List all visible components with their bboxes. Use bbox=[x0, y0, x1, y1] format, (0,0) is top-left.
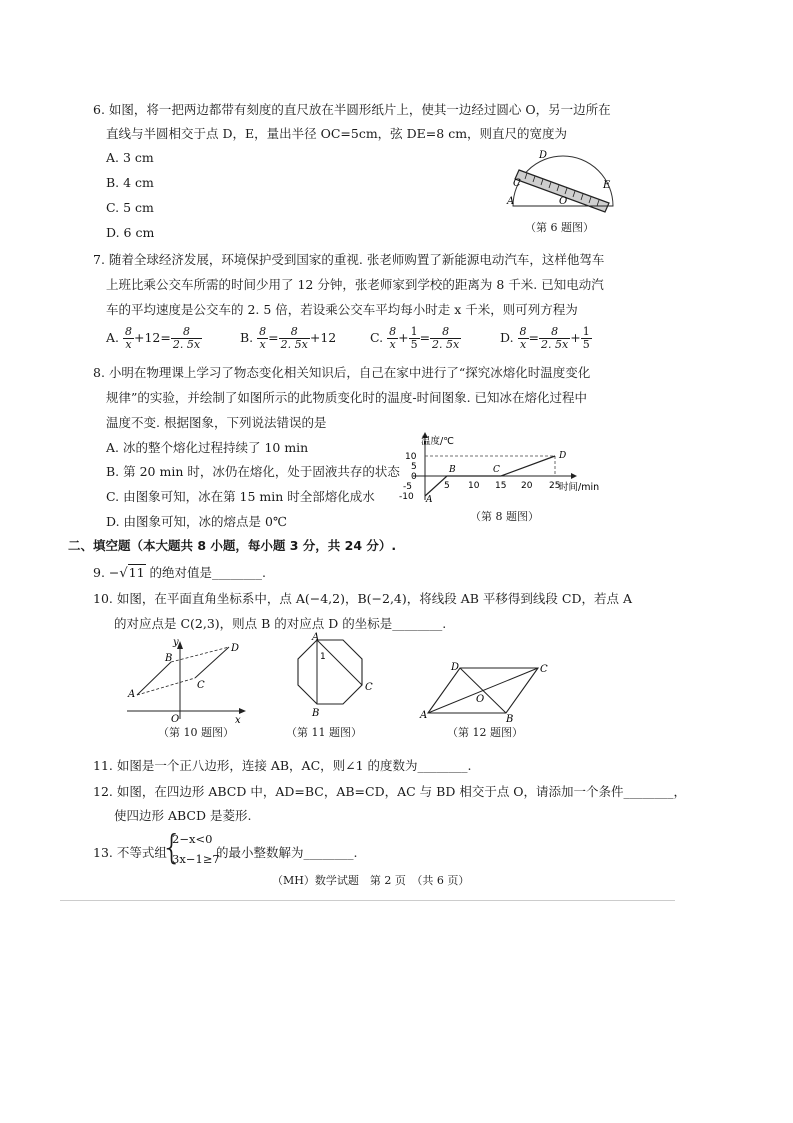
octagon bbox=[298, 640, 362, 704]
q10-label-b: B bbox=[165, 653, 173, 664]
q13-ineq2: 3x−1≥7 bbox=[172, 852, 220, 866]
q12-label-c: C bbox=[540, 664, 548, 675]
q6-figure bbox=[505, 148, 615, 218]
q13-prefix: 13. 不等式组 bbox=[93, 845, 167, 860]
q8-option-c: C. 由图象可知，冰在第 15 min 时全部熔化成水 bbox=[106, 489, 375, 504]
q10-figure bbox=[125, 635, 255, 725]
q11-label-b: B bbox=[312, 708, 320, 719]
q13-brace: { bbox=[161, 828, 183, 868]
q12-line1: 12. 如图，在四边形 ABCD 中，AD=BC，AB=CD，AC 与 BD 相交于点 O，请添加一个条件________， bbox=[93, 784, 687, 799]
q10-label-o: O bbox=[171, 714, 180, 725]
q8-caption: （第 8 题图） bbox=[470, 510, 539, 523]
xtick-20: 20 bbox=[521, 481, 533, 491]
xtick-15: 15 bbox=[495, 481, 507, 491]
q12-label-o: O bbox=[476, 694, 485, 705]
q7-line3: 车的平均速度是公交车的 2. 5 倍，若设乘公交车平均每小时走 x 千米，则可列方程为 bbox=[106, 302, 578, 317]
q12-figure bbox=[418, 658, 553, 725]
q11-text: 11. 如图是一个正八边形，连接 AB，AC，则∠1 的度数为________. bbox=[93, 758, 472, 773]
q12-label-d: D bbox=[451, 662, 460, 673]
point-a: A bbox=[426, 495, 433, 505]
q10-line2: 的对应点是 C(2,3)，则点 B 的对应点 D 的坐标是________. bbox=[114, 616, 447, 631]
point-b: B bbox=[449, 465, 456, 475]
q7-option-c: C. $\frac{8}{x}$ + $\frac{1}{5}$ = $\frac{8}{2. 5x}$ bbox=[370, 325, 460, 351]
q8-chart bbox=[395, 432, 615, 508]
page-footer: （MH）数学试题 第 2 页 （共 6 页） bbox=[272, 874, 470, 887]
q12-line2: 使四边形 ABCD 是菱形. bbox=[114, 808, 252, 823]
q12-label-b: B bbox=[506, 714, 514, 725]
q8-option-d: D. 由图象可知，冰的熔点是 0℃ bbox=[106, 514, 287, 529]
q7-option-a: A. $\frac{8}{x}$ +12= $\frac{8}{2. 5x}$ bbox=[106, 325, 201, 351]
ytick-10: 10 bbox=[405, 452, 417, 462]
q6-option-a: A. 3 cm bbox=[106, 150, 154, 165]
chart-xlabel: 时间/min bbox=[559, 482, 600, 493]
q10-caption: （第 10 题图） bbox=[158, 726, 234, 739]
q13-suffix: 的最小整数解为________. bbox=[216, 845, 358, 860]
ytick-5: 5 bbox=[411, 462, 417, 472]
q10-label-x: x bbox=[235, 715, 241, 726]
q9: 9. −√11 的绝对值是________. bbox=[93, 565, 267, 581]
section-2-heading: 二、填空题（本大题共 8 小题，每小题 3 分，共 24 分）. bbox=[68, 538, 397, 553]
xtick-5: 5 bbox=[444, 481, 450, 491]
ytick-neg10: -10 bbox=[399, 492, 414, 502]
label-a: A bbox=[507, 196, 515, 207]
q8-option-a: A. 冰的整个熔化过程持续了 10 min bbox=[106, 440, 309, 455]
label-d: D bbox=[539, 150, 548, 161]
q8-line2: 规律”的实验，并绘制了如图所示的此物质变化时的温度-时间图象. 已知冰在熔化过程中 bbox=[106, 390, 588, 405]
q8-line1: 8. 小明在物理课上学习了物态变化相关知识后，自己在家中进行了“探究冰熔化时温度变化 bbox=[93, 365, 591, 380]
q10-label-a: A bbox=[128, 689, 136, 700]
q11-label-c: C bbox=[365, 682, 373, 693]
q6-caption: （第 6 题图） bbox=[525, 221, 594, 234]
q11-caption: （第 11 题图） bbox=[286, 726, 362, 739]
q13-ineq1: 2−x<0 bbox=[172, 832, 213, 846]
label-e: E bbox=[603, 180, 611, 191]
ytick-neg5: -5 bbox=[403, 482, 412, 492]
q6-line1: 6. 如图，将一把两边都带有刻度的直尺放在半圆形纸片上，使其一边经过圆心 O，另一边所在 bbox=[93, 102, 611, 117]
q10-label-y: y bbox=[173, 637, 179, 648]
q8-line3: 温度不变. 根据图象，下列说法错误的是 bbox=[106, 415, 327, 430]
q6-option-b: B. 4 cm bbox=[106, 175, 154, 190]
page-bottom-rule bbox=[60, 900, 675, 901]
q7-line2: 上班比乘公交车所需的时间少用了 12 分钟，张老师家到学校的距离为 8 千米. 已知电动汽 bbox=[106, 277, 604, 292]
chart-ylabel: 温度/℃ bbox=[421, 436, 454, 447]
segment-ac-11 bbox=[317, 640, 362, 685]
q6-option-c: C. 5 cm bbox=[106, 200, 154, 215]
xtick-10: 10 bbox=[468, 481, 480, 491]
q12-label-a: A bbox=[420, 710, 428, 721]
q7-line1: 7. 随着全球经济发展，环境保护受到国家的重视. 张老师购置了新能源电动汽车，这样他驾车 bbox=[93, 252, 605, 267]
point-c: C bbox=[493, 465, 500, 475]
q11-label-a: A bbox=[312, 632, 320, 643]
q10-label-c: C bbox=[197, 680, 205, 691]
label-c: C bbox=[513, 178, 521, 189]
xtick-25: 25 bbox=[549, 481, 561, 491]
q7-option-b: B. $\frac{8}{x}$ = $\frac{8}{2. 5x}$ +12 bbox=[240, 325, 337, 351]
q10-label-d: D bbox=[231, 643, 240, 654]
point-d: D bbox=[559, 451, 567, 461]
q6-option-d: D. 6 cm bbox=[106, 225, 155, 240]
q10-line1: 10. 如图，在平面直角坐标系中，点 A(−4,2)，B(−2,4)，将线段 AB 平移得到线段 CD，若点 A bbox=[93, 591, 632, 606]
q7-option-d: D. $\frac{8}{x}$ = $\frac{8}{2. 5x}$ + $\frac{1}{5}$ bbox=[500, 325, 590, 351]
diagonal-bd bbox=[460, 668, 506, 713]
q12-caption: （第 12 题图） bbox=[447, 726, 523, 739]
q8-option-b: B. 第 20 min 时，冰仍在熔化，处于固液共存的状态 bbox=[106, 464, 400, 479]
q11-angle-1: 1 bbox=[320, 652, 326, 662]
ytick-0: 0 bbox=[411, 472, 417, 482]
q6-line2: 直线与半圆相交于点 D，E，量出半径 OC=5cm，弦 DE=8 cm，则直尺的宽度为 bbox=[106, 126, 568, 141]
q11-figure bbox=[288, 632, 378, 724]
label-o: O bbox=[559, 196, 568, 207]
